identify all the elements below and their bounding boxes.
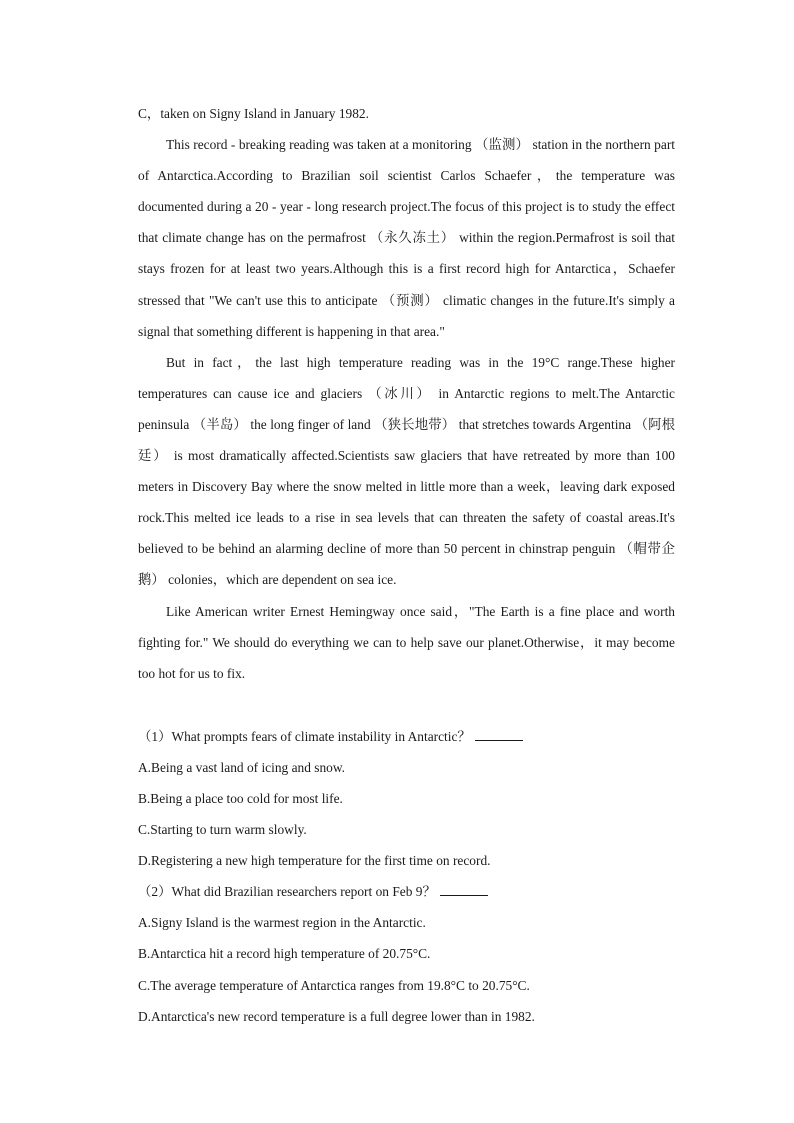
- question-stem: [138, 721, 675, 752]
- document-page: [138, 98, 675, 1032]
- passage-continuation-line: C，taken on Signy Island in January 1982.: [138, 106, 369, 121]
- option-b: B.Being a place too cold for most life.: [138, 790, 343, 806]
- option-c: C.Starting to turn warm slowly.: [138, 822, 307, 838]
- question-stem-text: （1）What prompts fears of climate instability in Antarctic？: [138, 728, 471, 744]
- option-a: A.Signy Island is the warmest region in the Antarctic.: [138, 915, 426, 931]
- answer-blank[interactable]: [440, 883, 488, 896]
- option-d: D.Registering a new high temperature for the first time on record.: [138, 853, 491, 869]
- question-stem: [138, 876, 675, 907]
- option-d: D.Antarctica's new record temperature is a full degree lower than in 1982.: [138, 1008, 535, 1024]
- question-2: [138, 876, 675, 1031]
- passage-paragraph-1: This record - breaking reading was taken at a monitoring （监测） station in the northern part of Antarctica.According to Brazilian soil scientist Carlos Schaefer，the temperature was documented during a 20 - year - long research project.The focus of this project is to study the effect that climate change has on the permafrost （永久冻土） within the region.Permafrost is soil that stays frozen for at least two years.Although this is a first record high for Antarctica，Schaefer stressed that "We can't use this to anticipate （预测） climatic changes in the future.It's simply a signal that something different is happening in that area.": [138, 137, 675, 339]
- option-c: C.The average temperature of Antarctica ranges from 19.8°C to 20.75°C.: [138, 977, 530, 993]
- answer-blank[interactable]: [475, 728, 523, 741]
- section-gap: [138, 689, 675, 721]
- passage-paragraph-2: But in fact，the last high temperature reading was in the 19°C range.These higher temperatures can cause ice and glaciers （冰川） in Antarctic regions to melt.The Antarctic peninsula （半岛） the long finger of land （狭长地带） that stretches towards Argentina （阿根廷） is most dramatically affected.Scientists saw glaciers that have retreated by more than 100 meters in Discovery Bay where the snow melted in little more than a week，leaving dark exposed rock.This melted ice leads to a rise in sea levels that can threaten the safety of coastal areas.It's believed to be behind an alarming decline of more than 50 percent in chinstrap penguin （帽带企鹅） colonies，which are dependent on sea ice.: [138, 354, 675, 588]
- option-b: B.Antarctica hit a record high temperature of 20.75°C.: [138, 946, 431, 962]
- question-1: [138, 721, 675, 876]
- question-stem-text: （2）What did Brazilian researchers report on Feb 9？: [138, 884, 436, 900]
- option-a: A.Being a vast land of icing and snow.: [138, 759, 346, 775]
- passage-paragraph-3: Like American writer Ernest Hemingway once said，"The Earth is a fine place and worth fighting for." We should do everything we can to help save our planet.Otherwise，it may become too hot for us to fix.: [138, 603, 675, 681]
